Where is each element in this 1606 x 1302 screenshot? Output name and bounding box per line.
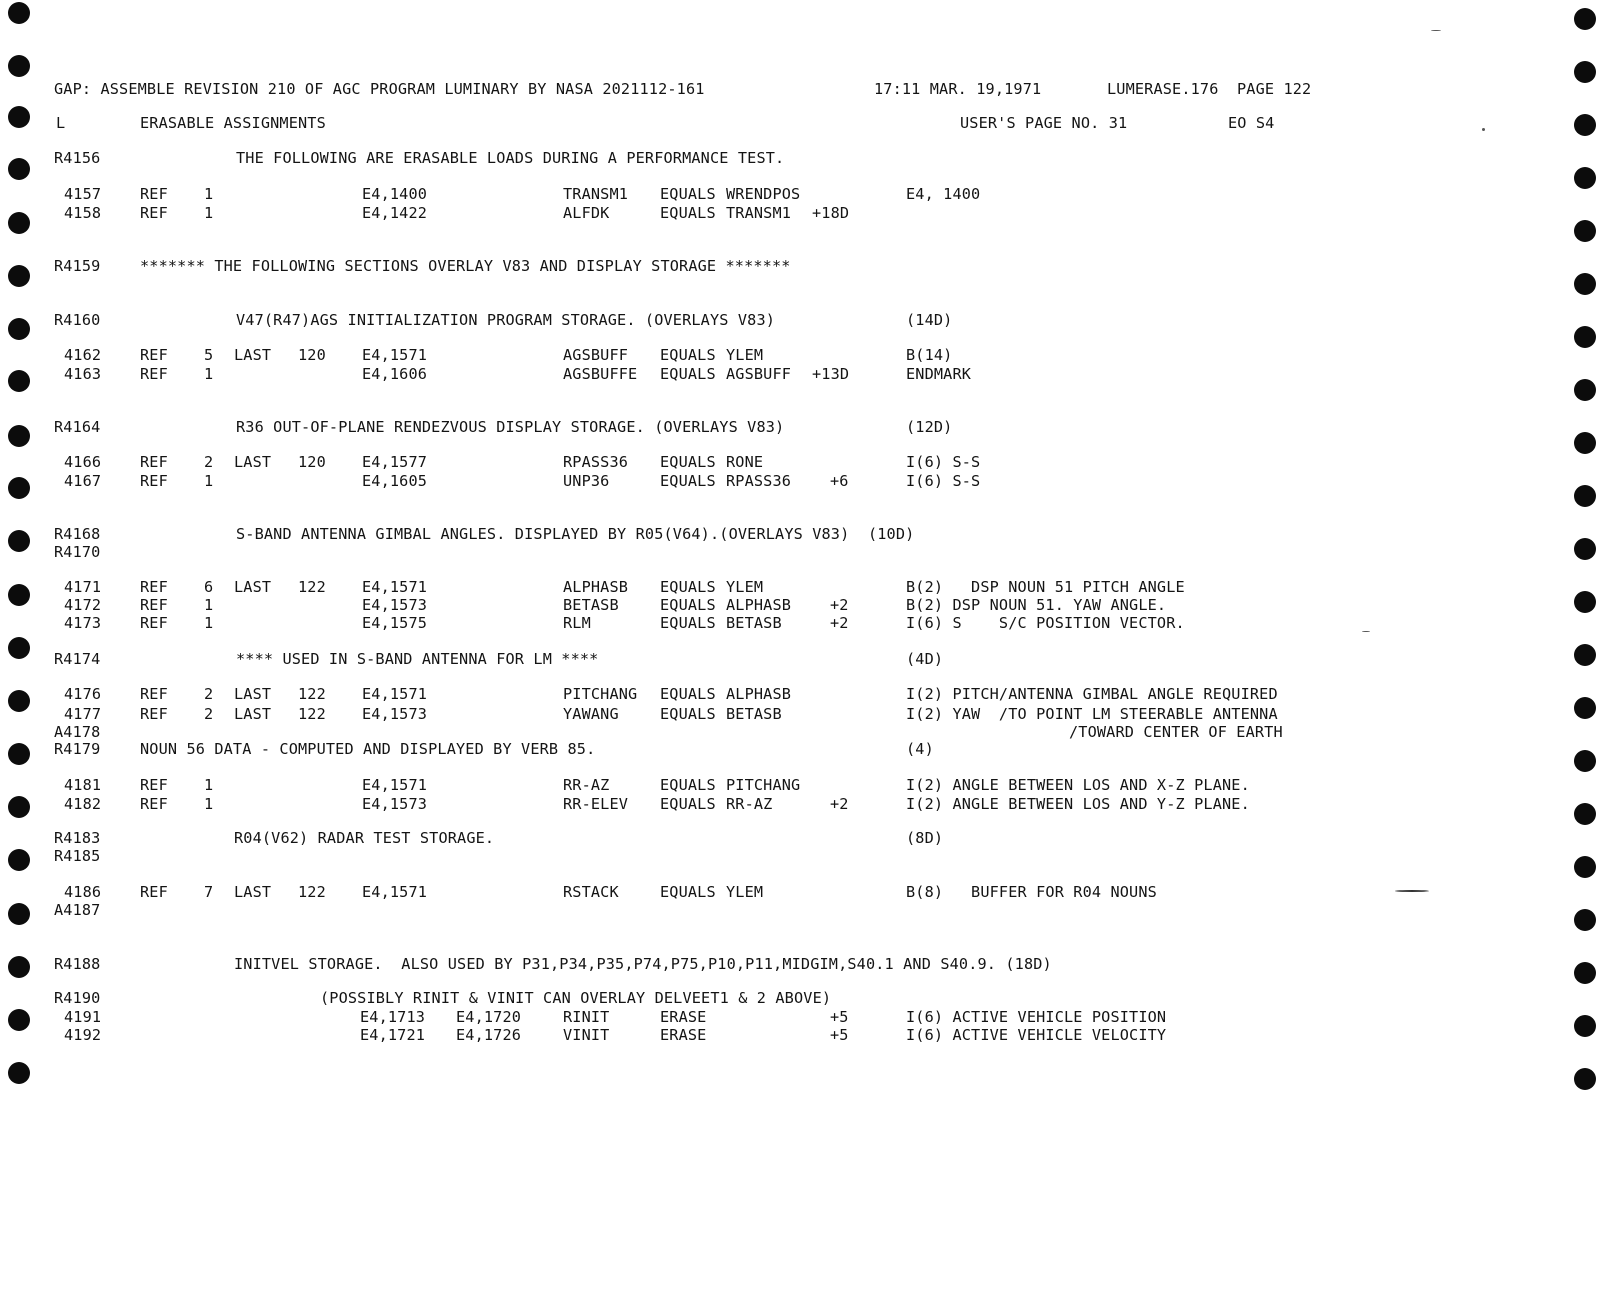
offset: +2 xyxy=(830,795,849,813)
ref-count: 1 xyxy=(204,614,214,632)
last-field: LAST xyxy=(234,705,272,723)
opcode: EQUALS xyxy=(660,776,716,794)
line-number: A4178 xyxy=(54,723,101,741)
address: E4,1577 xyxy=(362,453,428,471)
print-timestamp: 17:11 MAR. 19,1971 xyxy=(874,80,1042,98)
feed-hole xyxy=(1574,803,1596,825)
address: E4,1422 xyxy=(362,204,428,222)
opcode: EQUALS xyxy=(660,883,716,901)
symbol-name: UNP36 xyxy=(563,472,610,490)
remark-text: **** USED IN S-BAND ANTENNA FOR LM **** xyxy=(236,650,599,668)
line-number: 4166 xyxy=(64,453,102,471)
feed-hole xyxy=(1574,962,1596,984)
address: E4,1571 xyxy=(362,883,428,901)
line-number: 4162 xyxy=(64,346,102,364)
comment: /TOWARD CENTER OF EARTH xyxy=(1069,723,1283,741)
feed-hole xyxy=(8,743,30,765)
address: E4,1573 xyxy=(362,705,428,723)
right-feed-holes xyxy=(1574,0,1604,1145)
symbol-name: AGSBUFF xyxy=(563,346,629,364)
address: E4,1721 xyxy=(360,1026,426,1044)
last-page: 120 xyxy=(298,453,326,471)
feed-hole xyxy=(8,690,30,712)
ref-count: 1 xyxy=(204,472,214,490)
last-page: 122 xyxy=(298,685,326,703)
comment: B(8) BUFFER FOR R04 NOUNS xyxy=(906,883,1157,901)
word-count: (8D) xyxy=(906,829,944,847)
listing-line xyxy=(54,543,110,561)
listing-line xyxy=(54,472,981,490)
comment: I(2) PITCH/ANTENNA GIMBAL ANGLE REQUIRED xyxy=(906,685,1278,703)
address: E4,1571 xyxy=(362,685,428,703)
ref-field: REF xyxy=(140,365,168,383)
feed-hole xyxy=(8,584,30,606)
feed-hole xyxy=(8,55,30,77)
listing-line xyxy=(54,525,915,543)
opcode: EQUALS xyxy=(660,453,716,471)
address-end: E4,1720 xyxy=(456,1008,522,1026)
ref-field: REF xyxy=(140,346,168,364)
remark-text: R36 OUT-OF-PLANE RENDEZVOUS DISPLAY STORAGE. (OVERLAYS V83) xyxy=(236,418,785,436)
line-number: R4170 xyxy=(54,543,101,561)
address: E4,1571 xyxy=(362,776,428,794)
line-number: A4187 xyxy=(54,901,101,919)
line-number: 4167 xyxy=(64,472,102,490)
feed-hole xyxy=(1574,432,1596,454)
opcode: EQUALS xyxy=(660,614,716,632)
ref-field: REF xyxy=(140,453,168,471)
listing-line xyxy=(54,453,981,471)
address: E4,1571 xyxy=(362,578,428,596)
offset: +13D xyxy=(812,365,850,383)
last-field: LAST xyxy=(234,578,272,596)
opcode: EQUALS xyxy=(660,795,716,813)
feed-hole xyxy=(8,849,30,871)
ref-count: 1 xyxy=(204,365,214,383)
section-line xyxy=(54,114,1275,132)
ref-field: REF xyxy=(140,883,168,901)
line-number: 4172 xyxy=(64,596,102,614)
listing-line xyxy=(54,883,1157,901)
feed-hole xyxy=(1574,697,1596,719)
feed-hole xyxy=(8,212,30,234)
operand: RONE xyxy=(726,453,764,471)
opcode: EQUALS xyxy=(660,185,716,203)
ref-field: REF xyxy=(140,795,168,813)
word-count: (4) xyxy=(906,740,934,758)
feed-hole xyxy=(8,1062,30,1084)
feed-hole xyxy=(1574,220,1596,242)
ref-count: 1 xyxy=(204,185,214,203)
offset: +5 xyxy=(830,1026,849,1044)
opcode: EQUALS xyxy=(660,685,716,703)
line-number: R4185 xyxy=(54,847,101,865)
line-number: 4171 xyxy=(64,578,102,596)
feed-hole xyxy=(8,530,30,552)
line-number: R4168 xyxy=(54,525,101,543)
ref-field: REF xyxy=(140,185,168,203)
opcode: EQUALS xyxy=(660,204,716,222)
comment: ENDMARK xyxy=(906,365,972,383)
listing-line xyxy=(54,346,953,364)
feed-hole xyxy=(1574,273,1596,295)
operand: YLEM xyxy=(726,578,764,596)
feed-hole xyxy=(8,265,30,287)
line-number: 4182 xyxy=(64,795,102,813)
opcode: EQUALS xyxy=(660,596,716,614)
listing-line xyxy=(54,829,944,847)
listing-line xyxy=(54,418,953,436)
ref-count: 2 xyxy=(204,705,214,723)
line-number: 4181 xyxy=(64,776,102,794)
line-number: 4177 xyxy=(64,705,102,723)
operand: ALPHASB xyxy=(726,596,792,614)
remark-text: NOUN 56 DATA - COMPUTED AND DISPLAYED BY VERB 85. xyxy=(140,740,596,758)
line-number: R4160 xyxy=(54,311,101,329)
last-page: 122 xyxy=(298,578,326,596)
line-number: R4190 xyxy=(54,989,101,1007)
ref-field: REF xyxy=(140,614,168,632)
symbol-name: RR-AZ xyxy=(563,776,610,794)
feed-hole xyxy=(1574,326,1596,348)
symbol-name: RLM xyxy=(563,614,591,632)
opcode: EQUALS xyxy=(660,578,716,596)
opcode: EQUALS xyxy=(660,472,716,490)
operand: BETASB xyxy=(726,614,782,632)
comment: B(2) DSP NOUN 51 PITCH ANGLE xyxy=(906,578,1185,596)
word-count: (4D) xyxy=(906,650,944,668)
operand: WRENDPOS xyxy=(726,185,801,203)
address: E4,1573 xyxy=(362,795,428,813)
feed-hole xyxy=(1574,485,1596,507)
section-title: ERASABLE ASSIGNMENTS xyxy=(140,114,326,132)
feed-hole xyxy=(1574,909,1596,931)
symbol-name: YAWANG xyxy=(563,705,619,723)
ref-count: 2 xyxy=(204,453,214,471)
last-field: LAST xyxy=(234,883,272,901)
ref-field: REF xyxy=(140,578,168,596)
address: E4,1400 xyxy=(362,185,428,203)
operand: AGSBUFF xyxy=(726,365,792,383)
line-number: R4188 xyxy=(54,955,101,973)
feed-hole xyxy=(1574,856,1596,878)
line-number: 4191 xyxy=(64,1008,102,1026)
remark-text: S-BAND ANTENNA GIMBAL ANGLES. DISPLAYED BY R05(V64).(OVERLAYS V83) (10D) xyxy=(236,525,915,543)
feed-hole xyxy=(8,425,30,447)
print-speck xyxy=(1431,30,1441,31)
listing-line xyxy=(54,257,791,275)
symbol-name: RR-ELEV xyxy=(563,795,629,813)
opcode: ERASE xyxy=(660,1026,707,1044)
line-number: R4164 xyxy=(54,418,101,436)
listing-line xyxy=(54,1008,1167,1026)
feed-hole xyxy=(8,956,30,978)
address: E4,1573 xyxy=(362,596,428,614)
opcode: EQUALS xyxy=(660,346,716,364)
feed-hole xyxy=(1574,379,1596,401)
line-number: 4157 xyxy=(64,185,102,203)
symbol-name: AGSBUFFE xyxy=(563,365,638,383)
feed-hole xyxy=(8,158,30,180)
operand: PITCHANG xyxy=(726,776,801,794)
feed-hole xyxy=(1574,61,1596,83)
operand: ALPHASB xyxy=(726,685,792,703)
comment: I(6) S S/C POSITION VECTOR. xyxy=(906,614,1185,632)
feed-hole xyxy=(1574,1068,1596,1090)
comment: I(2) ANGLE BETWEEN LOS AND Y-Z PLANE. xyxy=(906,795,1250,813)
listing-line xyxy=(54,776,1250,794)
remark-text: (POSSIBLY RINIT & VINIT CAN OVERLAY DELVEET1 & 2 ABOVE) xyxy=(320,989,832,1007)
last-field: LAST xyxy=(234,685,272,703)
ref-count: 5 xyxy=(204,346,214,364)
comment: B(2) DSP NOUN 51. YAW ANGLE. xyxy=(906,596,1167,614)
line-number: 4163 xyxy=(64,365,102,383)
line-number: 4158 xyxy=(64,204,102,222)
opcode: ERASE xyxy=(660,1008,707,1026)
feed-hole xyxy=(8,370,30,392)
listing-line xyxy=(54,311,953,329)
feed-hole xyxy=(1574,1015,1596,1037)
feed-hole xyxy=(1574,8,1596,30)
offset: +6 xyxy=(830,472,849,490)
line-number: R4156 xyxy=(54,149,101,167)
assembly-title: GAP: ASSEMBLE REVISION 210 OF AGC PROGRAM LUMINARY BY NASA 2021112-161 xyxy=(54,80,705,98)
listing-line xyxy=(54,614,1185,632)
left-feed-holes xyxy=(8,0,38,1145)
feed-hole xyxy=(8,2,30,24)
address: E4,1606 xyxy=(362,365,428,383)
remark-text: V47(R47)AGS INITIALIZATION PROGRAM STORAGE. (OVERLAYS V83) xyxy=(236,311,776,329)
remark-text: R04(V62) RADAR TEST STORAGE. xyxy=(234,829,495,847)
comment: I(6) ACTIVE VEHICLE POSITION xyxy=(906,1008,1167,1026)
feed-hole xyxy=(8,318,30,340)
last-field: LAST xyxy=(234,346,272,364)
feed-hole xyxy=(1574,591,1596,613)
comment: I(2) ANGLE BETWEEN LOS AND X-Z PLANE. xyxy=(906,776,1250,794)
feed-hole xyxy=(8,106,30,128)
line-number: 4176 xyxy=(64,685,102,703)
last-field: LAST xyxy=(234,453,272,471)
last-page: 122 xyxy=(298,883,326,901)
line-number: R4183 xyxy=(54,829,101,847)
comment: I(6) ACTIVE VEHICLE VELOCITY xyxy=(906,1026,1167,1044)
address-end: E4,1726 xyxy=(456,1026,522,1044)
listing-line xyxy=(54,365,972,383)
address: E4,1571 xyxy=(362,346,428,364)
address: E4,1575 xyxy=(362,614,428,632)
symbol-name: ALFDK xyxy=(563,204,610,222)
users-page-number: USER'S PAGE NO. 31 xyxy=(960,114,1128,132)
listing-line xyxy=(54,955,1052,973)
ref-field: REF xyxy=(140,705,168,723)
feed-hole xyxy=(8,796,30,818)
listing-line xyxy=(54,685,1278,703)
comment: I(6) S-S xyxy=(906,472,981,490)
header-line xyxy=(54,80,1312,98)
ref-count: 6 xyxy=(204,578,214,596)
listing-line xyxy=(54,650,944,668)
remark-text: ******* THE FOLLOWING SECTIONS OVERLAY V83 AND DISPLAY STORAGE ******* xyxy=(140,257,791,275)
listing-line xyxy=(54,1026,1167,1044)
symbol-name: VINIT xyxy=(563,1026,610,1044)
ref-field: REF xyxy=(140,204,168,222)
line-number: R4179 xyxy=(54,740,101,758)
ref-field: REF xyxy=(140,776,168,794)
operand: TRANSM1 xyxy=(726,204,792,222)
listing-line xyxy=(54,578,1185,596)
listing-line xyxy=(54,185,981,203)
line-number: 4192 xyxy=(64,1026,102,1044)
feed-hole xyxy=(1574,750,1596,772)
listing-line xyxy=(54,847,110,865)
ref-count: 2 xyxy=(204,685,214,703)
ref-count: 1 xyxy=(204,776,214,794)
feed-hole xyxy=(8,1009,30,1031)
last-page: 122 xyxy=(298,705,326,723)
symbol-name: RSTACK xyxy=(563,883,619,901)
ref-count: 1 xyxy=(204,204,214,222)
listing-line xyxy=(54,989,832,1007)
last-page: 120 xyxy=(298,346,326,364)
ref-count: 7 xyxy=(204,883,214,901)
listing-line xyxy=(54,901,110,919)
address: E4,1713 xyxy=(360,1008,426,1026)
opcode: EQUALS xyxy=(660,705,716,723)
feed-hole xyxy=(8,637,30,659)
operand: YLEM xyxy=(726,883,764,901)
symbol-name: RINIT xyxy=(563,1008,610,1026)
offset: +2 xyxy=(830,614,849,632)
comment: I(6) S-S xyxy=(906,453,981,471)
remark-text: THE FOLLOWING ARE ERASABLE LOADS DURING A PERFORMANCE TEST. xyxy=(236,149,785,167)
comment: I(2) YAW /TO POINT LM STEERABLE ANTENNA xyxy=(906,705,1278,723)
symbol-name: TRANSM1 xyxy=(563,185,629,203)
listing-line xyxy=(54,705,1278,723)
operand: YLEM xyxy=(726,346,764,364)
feed-hole xyxy=(8,903,30,925)
feed-hole xyxy=(8,477,30,499)
line-number: R4159 xyxy=(54,257,101,275)
feed-hole xyxy=(1574,114,1596,136)
line-number: R4174 xyxy=(54,650,101,668)
feed-hole xyxy=(1574,538,1596,560)
comment: B(14) xyxy=(906,346,953,364)
opcode: EQUALS xyxy=(660,365,716,383)
symbol-name: PITCHANG xyxy=(563,685,638,703)
symbol-name: BETASB xyxy=(563,596,619,614)
offset: +2 xyxy=(830,596,849,614)
listing-line xyxy=(54,740,934,758)
offset: +18D xyxy=(812,204,850,222)
address: E4,1605 xyxy=(362,472,428,490)
operand: BETASB xyxy=(726,705,782,723)
comment: E4, 1400 xyxy=(906,185,981,203)
file-name: LUMERASE.176 xyxy=(1107,80,1219,98)
section-code: L xyxy=(56,114,66,132)
operand: RPASS36 xyxy=(726,472,792,490)
eo-code: EO S4 xyxy=(1228,114,1275,132)
listing-line xyxy=(54,795,1250,813)
listing-body xyxy=(54,78,1494,1302)
operand: RR-AZ xyxy=(726,795,773,813)
ref-field: REF xyxy=(140,685,168,703)
listing-line xyxy=(54,723,1283,741)
word-count: (14D) xyxy=(906,311,953,329)
feed-hole xyxy=(1574,167,1596,189)
page-number: PAGE 122 xyxy=(1237,80,1312,98)
ref-count: 1 xyxy=(204,596,214,614)
ref-count: 1 xyxy=(204,795,214,813)
line-number: 4173 xyxy=(64,614,102,632)
line-number: 4186 xyxy=(64,883,102,901)
symbol-name: ALPHASB xyxy=(563,578,629,596)
symbol-name: RPASS36 xyxy=(563,453,629,471)
ref-field: REF xyxy=(140,596,168,614)
offset: +5 xyxy=(830,1008,849,1026)
feed-hole xyxy=(1574,644,1596,666)
listing-line xyxy=(54,204,850,222)
ref-field: REF xyxy=(140,472,168,490)
listing-line xyxy=(54,149,785,167)
word-count: (12D) xyxy=(906,418,953,436)
listing-line xyxy=(54,596,1167,614)
remark-text: INITVEL STORAGE. ALSO USED BY P31,P34,P35,P74,P75,P10,P11,MIDGIM,S40.1 AND S40.9. (18D) xyxy=(234,955,1052,973)
